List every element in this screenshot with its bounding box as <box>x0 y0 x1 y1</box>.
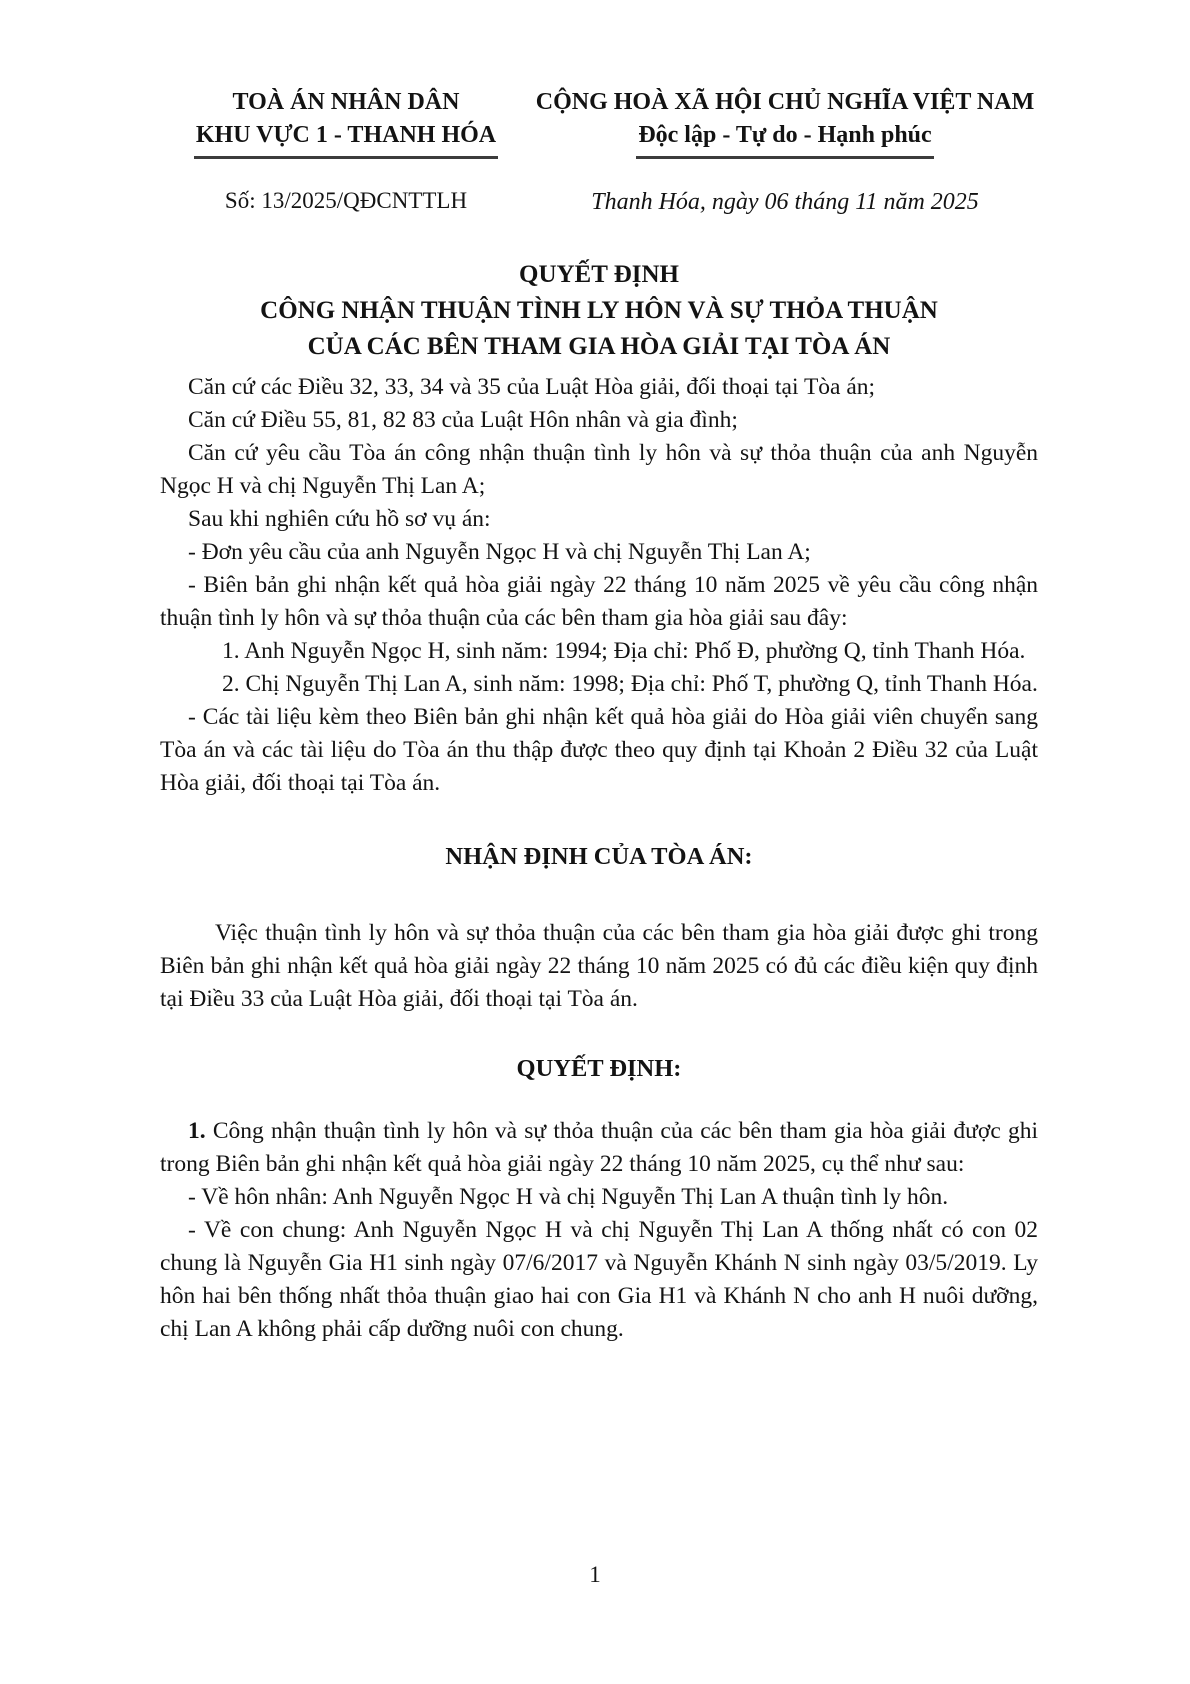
decision-title <box>160 257 1038 365</box>
decision-item-1 <box>160 1115 1038 1181</box>
motto-line2: Độc lập - Tự do - Hạnh phúc <box>532 119 1038 159</box>
decision-section-heading: QUYẾT ĐỊNH: <box>516 1055 682 1082</box>
court-block <box>160 86 532 217</box>
decision-item-1-marker: 1. <box>188 1118 206 1144</box>
court-name-line2: KHU VỰC 1 - THANH HÓA <box>160 119 532 159</box>
place-date-line: Thanh Hóa, ngày 06 tháng 11 năm 2025 <box>591 189 979 215</box>
court-findings-paragraph: Việc thuận tình ly hôn và sự thỏa thuận của các bên tham gia hòa giải được ghi trong Biên bản ghi nhận kết quả hòa giải ngày 22 tháng 10 năm 2025 có đủ các điều kiện quy định tại Điều 33 của Luật Hòa giải, đối thoại tại Tòa án. <box>160 920 1038 1012</box>
decision-item-1-text: Công nhận thuận tình ly hôn và sự thỏa thuận của các bên tham gia hòa giải được ghi trong Biên bản ghi nhận kết quả hòa giải ngày 22 tháng 10 năm 2025, cụ thể như sau: <box>160 1118 1038 1177</box>
preamble-mediation-record: - Biên bản ghi nhận kết quả hòa giải ngày 22 tháng 10 năm 2025 về yêu cầu công nhận thuận tình ly hôn và sự thỏa thuận của các bên tham gia hòa giải sau đây: <box>160 572 1038 631</box>
preamble-legal-basis-3: Căn cứ yêu cầu Tòa án công nhận thuận tình ly hôn và sự thỏa thuận của anh Nguyễn Ngọc H và chị Nguyễn Thị Lan A; <box>160 440 1038 499</box>
document-number: Số: 13/2025/QĐCNTTLH <box>224 188 468 213</box>
preamble-legal-basis-2: Căn cứ Điều 55, 81, 82 83 của Luật Hôn nhân và gia đình; <box>188 407 738 433</box>
document-header <box>160 86 1038 219</box>
preamble-legal-basis-1: Căn cứ các Điều 32, 33, 34 và 35 của Luật Hòa giải, đối thoại tại Tòa án; <box>188 374 876 400</box>
court-findings-heading: NHẬN ĐỊNH CỦA TÒA ÁN: <box>445 843 753 870</box>
decision-title-line2: CÔNG NHẬN THUẬN TÌNH LY HÔN VÀ SỰ THỎA THUẬN <box>260 297 938 324</box>
preamble-request-doc: - Đơn yêu cầu của anh Nguyễn Ngọc H và chị Nguyễn Thị Lan A; <box>188 539 811 565</box>
court-name-line1: TOÀ ÁN NHÂN DÂN <box>232 89 460 115</box>
preamble-attached-docs: - Các tài liệu kèm theo Biên bản ghi nhận kết quả hòa giải do Hòa giải viên chuyển sang Tòa án và các tài liệu do Tòa án thu thập được theo quy định tại Khoản 2 Điều 32 của Luật Hòa giải, đối thoại tại Tòa án. <box>160 704 1038 796</box>
preamble-review-note: Sau khi nghiên cứu hồ sơ vụ án: <box>188 506 491 532</box>
national-motto-block <box>532 86 1038 219</box>
party-2-info: 2. Chị Nguyễn Thị Lan A, sinh năm: 1998; Địa chỉ: Phố T, phường Q, tỉnh Thanh Hóa. <box>222 671 1038 697</box>
decision-title-line3: CỦA CÁC BÊN THAM GIA HÒA GIẢI TẠI TÒA ÁN <box>307 333 891 360</box>
decision-title-line1: QUYẾT ĐỊNH <box>519 261 679 288</box>
document-body <box>160 371 1038 1346</box>
page-number: 1 <box>589 1562 601 1587</box>
party-1-info: 1. Anh Nguyễn Ngọc H, sinh năm: 1994; Địa chỉ: Phố Đ, phường Q, tỉnh Thanh Hóa. <box>222 638 1026 664</box>
decision-marriage-paragraph: - Về hôn nhân: Anh Nguyễn Ngọc H và chị Nguyễn Thị Lan A thuận tình ly hôn. <box>188 1184 949 1210</box>
motto-line1: CỘNG HOÀ XÃ HỘI CHỦ NGHĨA VIỆT NAM <box>535 89 1035 115</box>
decision-children-paragraph: - Về con chung: Anh Nguyễn Ngọc H và chị Nguyễn Thị Lan A thống nhất có con 02 chung là Nguyễn Gia H1 sinh ngày 07/6/2017 và Nguyễn Khánh N sinh ngày 03/5/2019. Ly hôn hai bên thống nhất thỏa thuận giao hai con Gia H1 và Khánh N cho anh H nuôi dưỡng, chị Lan A không phải cấp dưỡng nuôi con chung. <box>160 1217 1038 1342</box>
